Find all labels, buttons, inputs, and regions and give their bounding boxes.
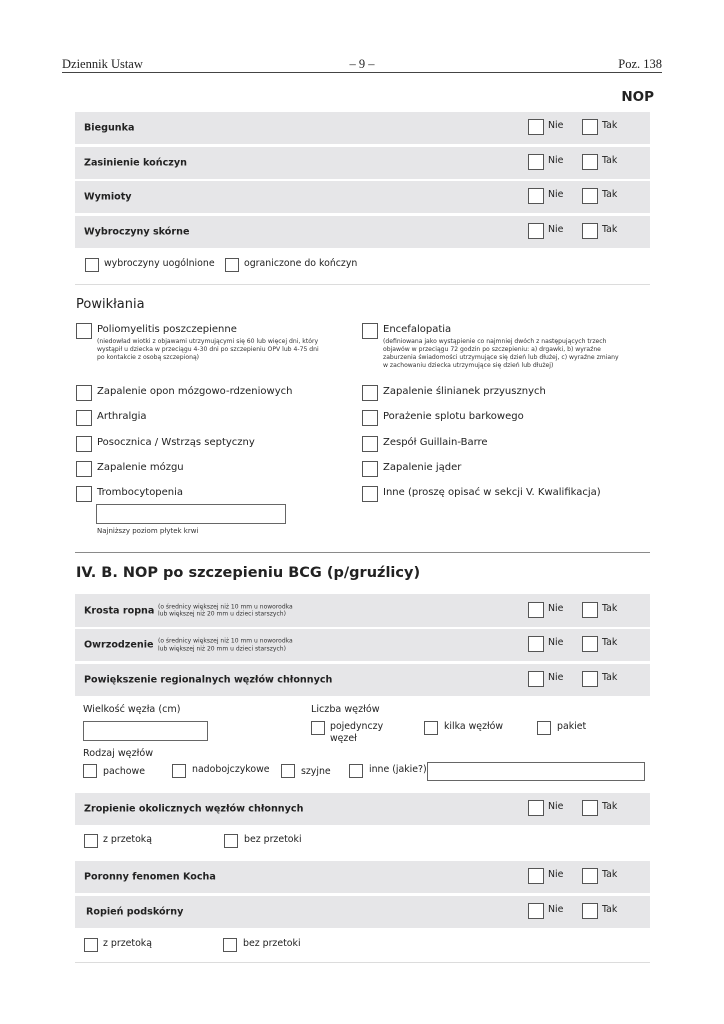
option-label: bez przetoki [243, 938, 301, 949]
checkbox[interactable] [76, 436, 92, 452]
checkbox[interactable] [362, 461, 378, 477]
option-label: wybroczyny uogólnione [104, 258, 215, 269]
row-label: Ropień podskórny [86, 906, 184, 918]
bcg-row-ropien-podskorny [75, 896, 650, 928]
journal-name: Dziennik Ustaw [62, 57, 143, 71]
checkbox[interactable] [362, 410, 378, 426]
complication-desc: (definiowana jako wystąpienie co najmniej dwóch z następujących trzech [383, 338, 607, 345]
no-label: Nie [548, 224, 564, 235]
yes-label: Tak [602, 869, 618, 880]
checkbox[interactable] [537, 721, 551, 735]
no-label: Nie [548, 801, 564, 812]
checkbox[interactable] [424, 721, 438, 735]
node-size-input[interactable] [83, 721, 208, 741]
page-header [62, 57, 662, 73]
node-count-label: Liczba węzłów [311, 704, 380, 715]
bcg-row-fenomen-kocha [75, 861, 650, 893]
node-type-label: Rodzaj węzłów [83, 748, 154, 759]
divider [75, 962, 650, 963]
yes-checkbox[interactable] [582, 119, 598, 135]
no-label: Nie [548, 672, 564, 683]
complication-desc: wystąpił u dziecka w przeciągu 4-30 dni po szczepieniu OPV lub 4-75 dni [97, 346, 319, 353]
yes-checkbox[interactable] [582, 223, 598, 239]
page-number: – 9 – [349, 57, 375, 71]
complication-desc: (niedowład wiotki z objawami utrzymującymi się 60 lub więcej dni, który [97, 338, 319, 345]
option-label: węzeł [330, 733, 357, 744]
yes-no-group [528, 602, 628, 620]
complication-label: Zapalenie jąder [383, 462, 462, 473]
no-checkbox[interactable] [528, 602, 544, 618]
yes-label: Tak [602, 672, 618, 683]
sublabel-line: (o średnicy większej niż 10 mm u noworodka [158, 603, 293, 610]
option-label: pojedynczy [330, 721, 384, 732]
option-label: inne (jakie?) [369, 764, 427, 775]
no-checkbox[interactable] [528, 636, 544, 652]
checkbox[interactable] [84, 834, 98, 848]
yes-checkbox[interactable] [582, 671, 598, 687]
yes-label: Tak [602, 602, 618, 614]
sublabel-line: lub większej niż 20 mm u dzieci starszych) [158, 610, 286, 618]
yes-checkbox[interactable] [582, 602, 598, 618]
no-label: Nie [548, 155, 564, 166]
position-number: Poz. 138 [618, 57, 662, 71]
no-label: Nie [548, 904, 564, 915]
platelet-level-label: Najniższy poziom płytek krwi [97, 527, 199, 535]
complication-desc: w zachowaniu dziecka utrzymujące się dzień lub dłużej) [383, 362, 554, 369]
row-label: Poronny fenomen Kocha [84, 871, 216, 883]
yes-checkbox[interactable] [582, 636, 598, 652]
yes-no-group [528, 154, 628, 172]
complication-label: Posocznica / Wstrząs septyczny [97, 437, 255, 448]
complication-label: Zapalenie mózgu [97, 462, 184, 473]
yes-no-group [528, 223, 628, 241]
section-title-powiklania: Powikłania [76, 297, 145, 312]
yes-checkbox[interactable] [582, 868, 598, 884]
row-label: Krosta ropna [84, 605, 155, 616]
option-label: nadobojczykowe [192, 764, 270, 775]
option-label: z przetoką [103, 938, 152, 949]
no-checkbox[interactable] [528, 671, 544, 687]
row-label: Zasinienie kończyn [84, 157, 187, 169]
sublabel-line: lub większej niż 20 mm u dzieci starszych) [158, 645, 286, 652]
checkbox[interactable] [83, 764, 97, 778]
complication-label: Poliomyelitis poszczepienne [97, 324, 237, 335]
checkbox[interactable] [76, 410, 92, 426]
yes-checkbox[interactable] [582, 800, 598, 816]
no-checkbox[interactable] [528, 903, 544, 919]
platelet-level-input[interactable] [96, 504, 286, 524]
checkbox[interactable] [281, 764, 295, 778]
checkbox[interactable] [172, 764, 186, 778]
row-sublabel [158, 603, 293, 618]
no-checkbox[interactable] [528, 223, 544, 239]
nop-row-zasinienie [75, 147, 650, 179]
checkbox[interactable] [224, 834, 238, 848]
complication-label: Arthralgia [97, 411, 147, 422]
no-label: Nie [548, 602, 564, 614]
bcg-row-zropienie [75, 793, 650, 825]
checkbox[interactable] [225, 258, 239, 272]
option-label: kilka węzłów [444, 721, 504, 732]
complication-label: Trombocytopenia [97, 487, 184, 498]
node-type-other-input[interactable] [427, 762, 645, 781]
yes-label: Tak [602, 224, 618, 235]
checkbox[interactable] [85, 258, 99, 272]
row-label: Owrzodzenie [84, 639, 154, 651]
no-checkbox[interactable] [528, 800, 544, 816]
option-label: ograniczone do kończyn [244, 258, 358, 269]
checkbox[interactable] [76, 461, 92, 477]
yes-checkbox[interactable] [582, 154, 598, 170]
nop-row-wybroczyny [75, 216, 650, 248]
yes-no-group [528, 671, 628, 689]
no-checkbox[interactable] [528, 119, 544, 135]
yes-label: Tak [602, 801, 618, 812]
yes-no-group [528, 903, 628, 921]
checkbox[interactable] [349, 764, 363, 778]
checkbox[interactable] [362, 385, 378, 401]
option-label: pakiet [557, 721, 587, 732]
row-label: Zropienie okolicznych węzłów chłonnych [84, 803, 304, 815]
nop-row-biegunka [75, 112, 650, 144]
checkbox[interactable] [362, 436, 378, 452]
no-checkbox[interactable] [528, 188, 544, 204]
yes-label: Tak [602, 637, 618, 648]
no-label: Nie [548, 189, 564, 200]
option-label: szyjne [301, 766, 331, 777]
checkbox[interactable] [76, 323, 92, 339]
complication-desc: zaburzenia świadomości utrzymujące się dzień lub dłużej, c) wyraźne zmiany [383, 354, 619, 361]
no-label: Nie [548, 637, 564, 648]
nop-title: NOP [621, 89, 654, 105]
complication-desc: po kontakcie z osobą szczepioną) [97, 354, 200, 361]
sublabel-line: (o średnicy większej niż 10 mm u noworodka [158, 637, 293, 645]
row-sublabel [158, 638, 293, 653]
bcg-row-krosta-ropna [75, 594, 650, 627]
yes-checkbox[interactable] [582, 903, 598, 919]
checkbox[interactable] [311, 721, 325, 735]
row-label: Biegunka [84, 122, 135, 134]
yes-label: Tak [602, 904, 618, 915]
checkbox[interactable] [362, 323, 378, 339]
complication-label: Zapalenie opon mózgowo-rdzeniowych [97, 386, 293, 397]
yes-no-group [528, 868, 628, 886]
option-label: pachowe [103, 766, 145, 777]
node-size-label: Wielkość węzła (cm) [83, 704, 181, 715]
row-label: Wymioty [84, 191, 132, 203]
yes-no-group [528, 800, 628, 818]
yes-checkbox[interactable] [582, 188, 598, 204]
yes-label: Tak [602, 155, 618, 166]
section-divider [75, 552, 650, 553]
complication-label: Inne (proszę opisać w sekcji V. Kwalifikacja) [383, 487, 601, 498]
checkbox[interactable] [76, 486, 92, 502]
row-label: Wybroczyny skórne [84, 226, 190, 238]
complication-desc: objawów w przeciągu 72 godzin po szczepieniu: a) drgawki, b) wyraźne [383, 346, 601, 353]
complication-label: Zapalenie ślinianek przyusznych [383, 386, 546, 397]
checkbox[interactable] [76, 385, 92, 401]
option-label: z przetoką [103, 834, 152, 845]
no-checkbox[interactable] [528, 154, 544, 170]
checkbox[interactable] [84, 938, 98, 952]
yes-label: Tak [602, 189, 618, 200]
complication-label: Porażenie splotu barkowego [383, 411, 524, 422]
complication-label: Encefalopatia [383, 324, 452, 335]
bcg-row-powiekszenie-wezlow [75, 664, 650, 696]
yes-no-group [528, 119, 628, 137]
bcg-row-owrzodzenie [75, 629, 650, 661]
yes-label: Tak [602, 120, 618, 131]
complication-label: Zespół Guillain-Barre [383, 437, 488, 448]
option-label: bez przetoki [244, 834, 302, 845]
nop-row-wymioty [75, 181, 650, 213]
yes-no-group [528, 188, 628, 206]
no-checkbox[interactable] [528, 868, 544, 884]
checkbox[interactable] [362, 486, 378, 502]
no-label: Nie [548, 869, 564, 880]
no-label: Nie [548, 120, 564, 131]
checkbox[interactable] [223, 938, 237, 952]
row-label: Powiększenie regionalnych węzłów chłonnych [84, 674, 333, 686]
divider [75, 284, 650, 285]
section-title-bcg: IV. B. NOP po szczepieniu BCG (p/gruźlicy) [76, 565, 421, 581]
yes-no-group [528, 636, 628, 654]
